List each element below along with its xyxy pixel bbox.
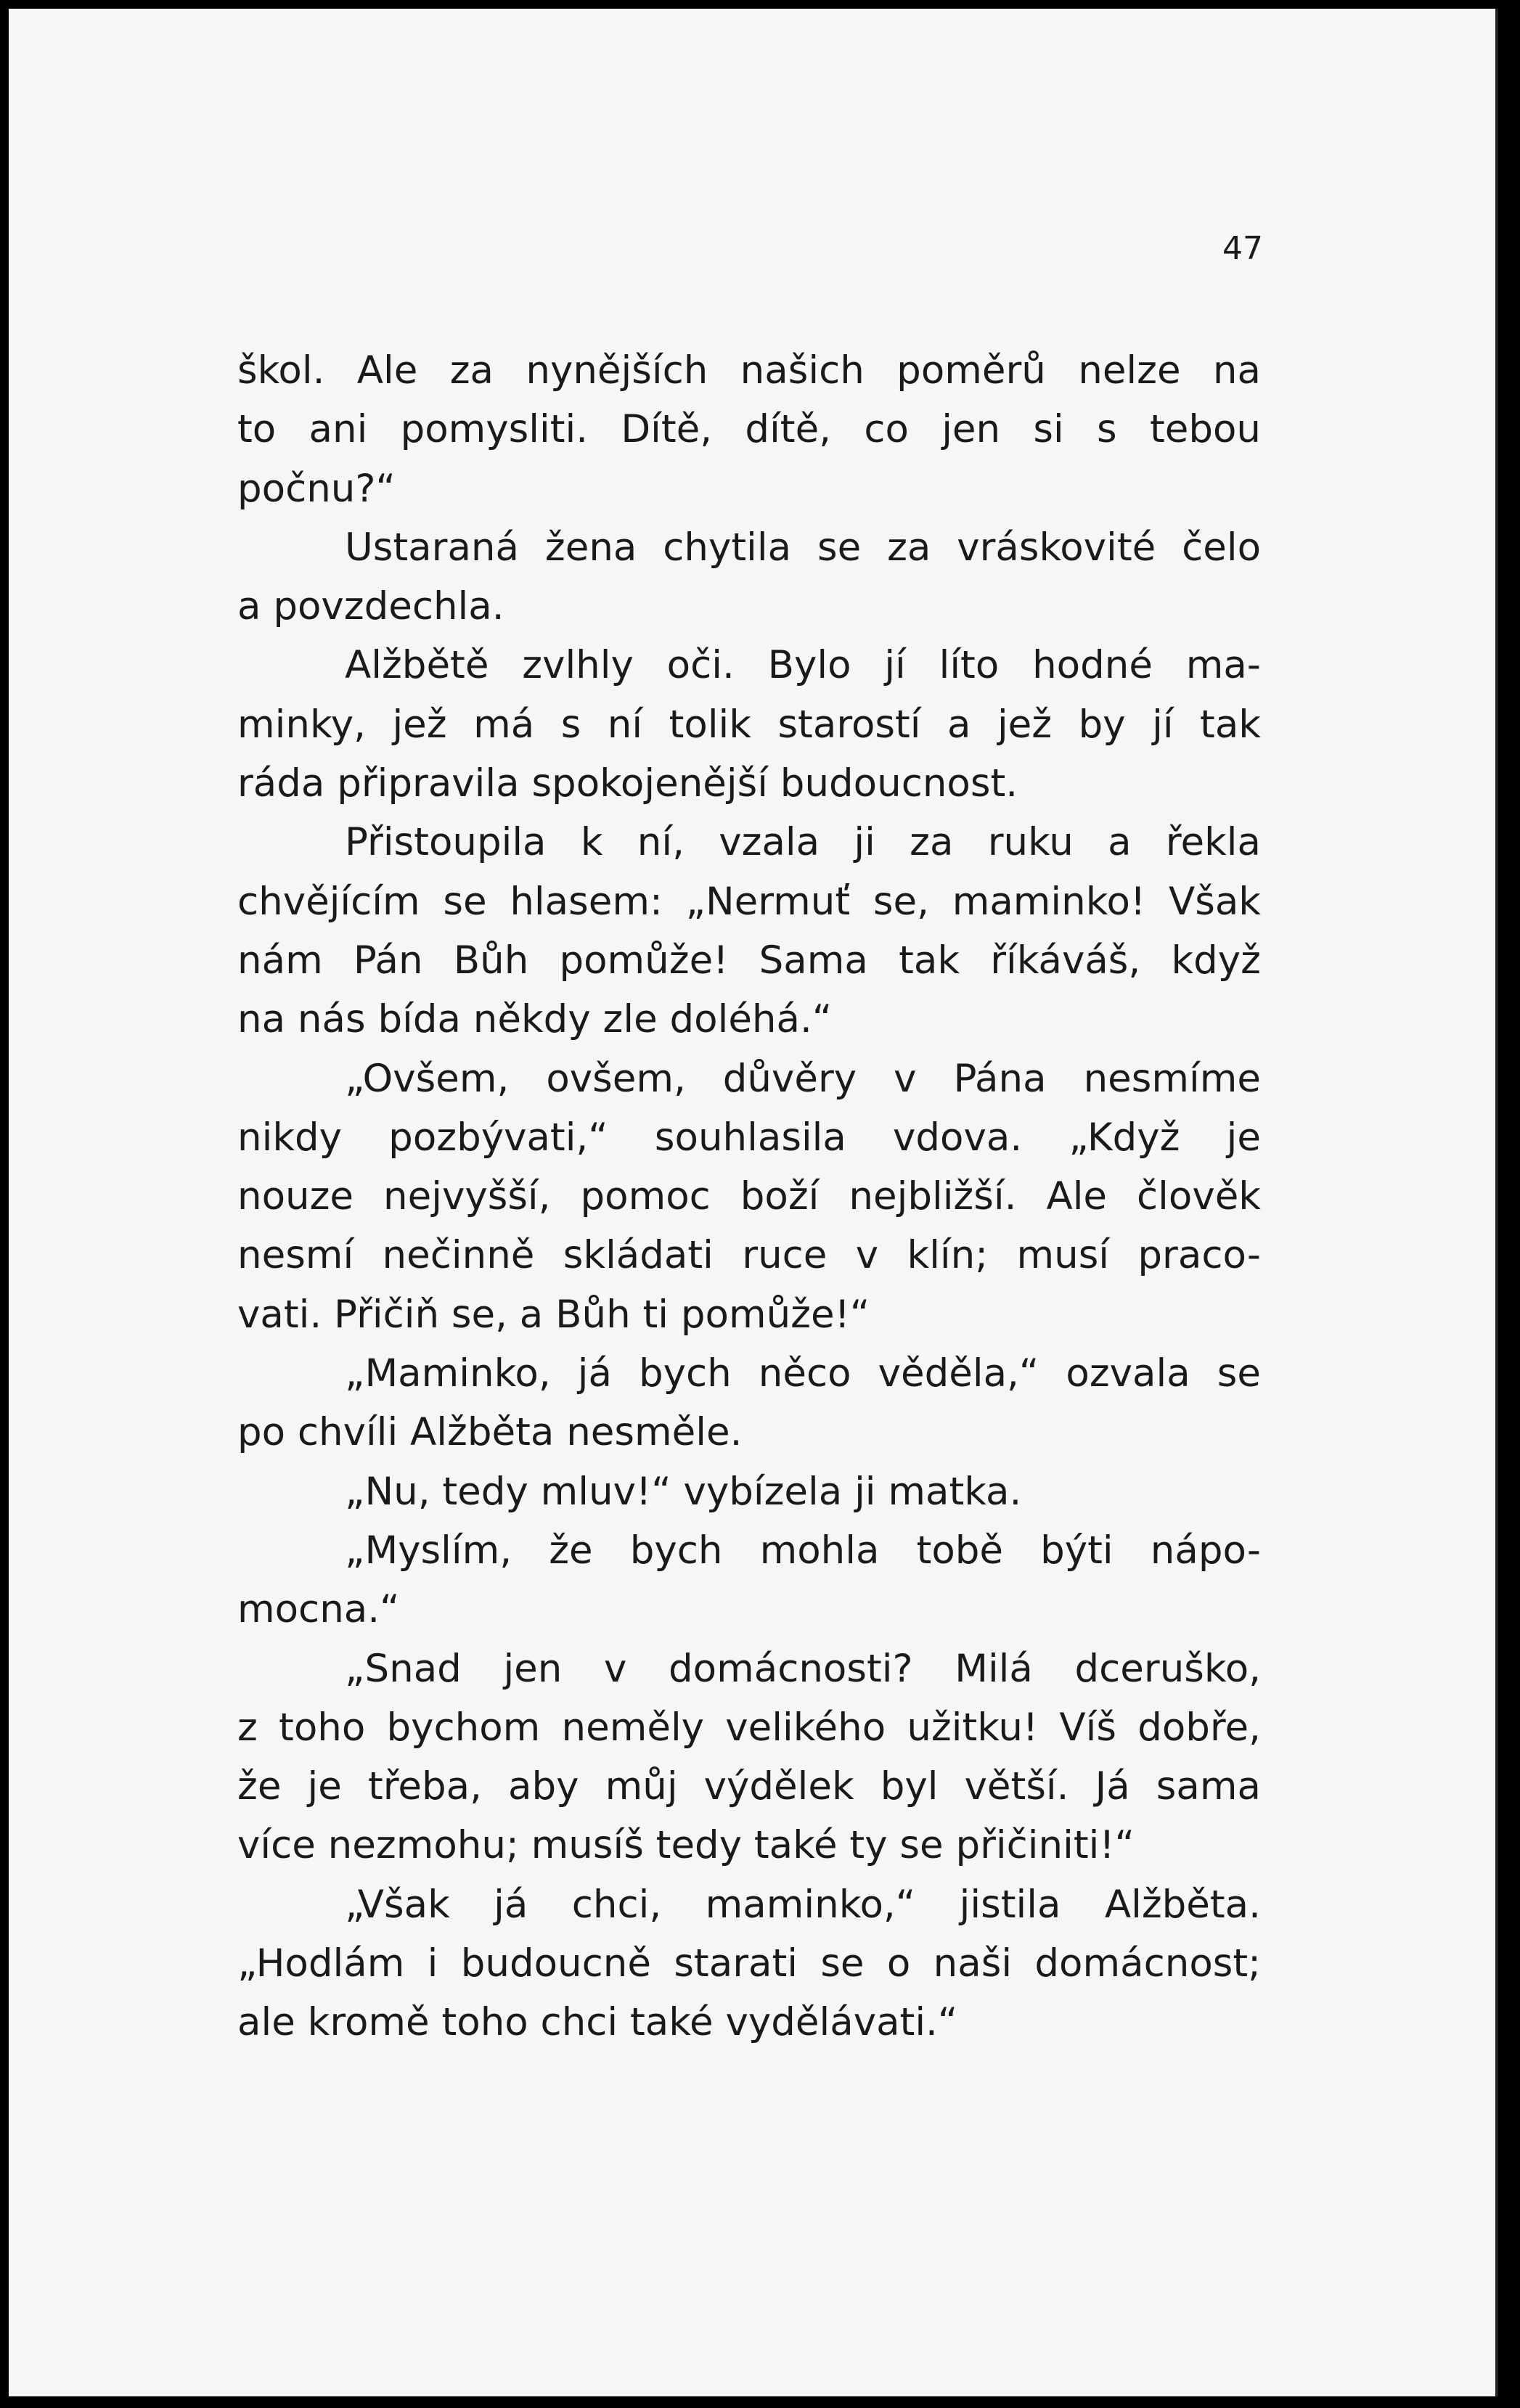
text-line: po chvíli Alžběta nesměle. [237,1410,743,1455]
text-line: vati. Přičiň se, a Bůh ti pomůže!“ [237,1292,870,1337]
text-line: Přistoupila k ní, vzala ji za ruku a řekla [345,820,1261,865]
text-line: nikdy pozbývati,“ souhlasila vdova. „Když je [237,1115,1261,1160]
text-line: „Ovšem, ovšem, důvěry v Pána nesmíme [345,1056,1261,1101]
text-line: nouze nejvyšší, pomoc boží nejbližší. Ale člověk [237,1174,1261,1219]
page-number: 47 [1222,230,1263,267]
text-line: minky, jež má s ní tolik starostí a jež by jí tak [237,702,1261,747]
text-line: „Hodlám i budoucně starati se o naši domácnost; [237,1941,1261,1986]
text-line: „Maminko, já bych něco věděla,“ ozvala se [345,1351,1261,1396]
text-line: více nezmohu; musíš tedy také ty se přičiniti!“ [237,1823,1135,1868]
text-line: nám Pán Bůh pomůže! Sama tak říkáváš, když [237,938,1261,983]
text-line: počnu?“ [237,466,396,511]
text-line: chvějícím se hlasem: „Nermuť se, maminko! Však [237,879,1261,924]
text-line: a povzdechla. [237,584,504,629]
text-line: že je třeba, aby můj výdělek byl větší. Já sama [237,1764,1261,1809]
text-line: nesmí nečinně skládati ruce v klín; musí praco- [237,1233,1261,1278]
text-line: ale kromě toho chci také vydělávati.“ [237,2000,958,2045]
text-line: ráda připravila spokojenější budoucnost. [237,761,1018,806]
text-line: Ustaraná žena chytila se za vráskovité čelo [345,525,1261,570]
text-line: to ani pomysliti. Dítě, dítě, co jen si s tebou [237,407,1261,452]
text-line: z toho bychom neměly velikého užitku! Víš dobře, [237,1705,1261,1750]
text-line: mocna.“ [237,1587,400,1632]
text-line: Alžbětě zvlhly oči. Bylo jí líto hodné ma- [345,643,1261,688]
text-line: „Nu, tedy mluv!“ vybízela ji matka. [345,1469,1022,1514]
book-page [9,9,1498,2396]
text-line: „Snad jen v domácnosti? Milá dceruško, [345,1646,1261,1691]
text-line: škol. Ale za nynějších našich poměrů nelze na [237,348,1261,393]
text-line: „Myslím, že bych mohla tobě býti nápo- [345,1528,1261,1573]
text-line: „Však já chci, maminko,“ jistila Alžběta. [345,1882,1261,1927]
text-line: na nás bída někdy zle doléhá.“ [237,997,833,1042]
body-text [237,341,1261,2052]
